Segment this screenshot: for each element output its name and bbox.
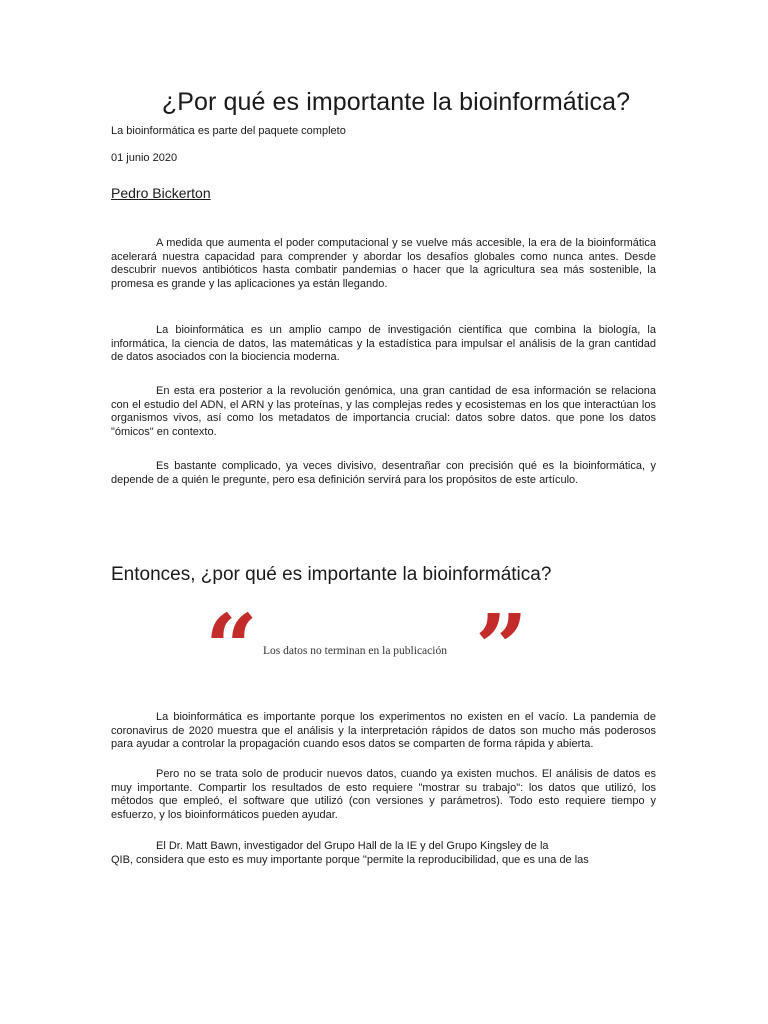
document-subtitle: La bioinformática es parte del paquete completo	[111, 125, 346, 137]
pull-quote	[205, 594, 545, 702]
author-name: Pedro Bickerton	[111, 185, 211, 201]
body-paragraph-2: La bioinformática es un amplio campo de investigación científica que combina la biología, la informática, la ciencia de datos, las matemáticas y la estadística para impulsar el análisis de la gran cantidad de datos asociados con la biociencia moderna.	[111, 324, 656, 364]
body-paragraph-7	[111, 840, 656, 867]
body-paragraph-3: En esta era posterior a la revolución genómica, una gran cantidad de esa información se relaciona con el estudio del ADN, el ARN y las proteínas, y las complejas redes y ecosistemas en los que interactúan los organismos vivos, así como los metadatos de importancia crucial: datos sobre datos. que pone los datos "ómicos" en contexto.	[111, 385, 656, 438]
body-paragraph-6: Pero no se trata solo de producir nuevos datos, cuando ya existen muchos. El análisis de datos es muy importante. Compartir los resultados de esto requiere "mostrar su trabajo": los datos que utilizó, los métodos que empleó, el software que utilizó (con versiones y parámetros). Todo esto requiere tiempo y esfuerzo, y los bioinformáticos pueden ayudar.	[111, 768, 656, 821]
body-paragraph-7-line-2: QIB, considera que esto es muy importante porque "permite la reproducibilidad, que es una de las	[111, 853, 589, 866]
body-paragraph-5: La bioinformática es importante porque los experimentos no existen en el vacío. La pandemia de coronavirus de 2020 muestra que el análisis y la interpretación rápidos de datos son mucho más poderosos para ayudar a controlar la propagación cuando esos datos se comparten de forma rápida y abierta.	[111, 711, 656, 751]
body-paragraph-1: A medida que aumenta el poder computacional y se vuelve más accesible, la era de la bioinformática acelerará nuestra capacidad para comprender y abordar los desafíos globales como nunca antes. Desde descubrir nuevos antibióticos hasta combatir pandemias o hacer que la agricultura sea más sostenible, la promesa es grande y las aplicaciones ya están llegando.	[111, 237, 656, 290]
open-quote-mark: “	[205, 594, 258, 702]
pull-quote-text: Los datos no terminan en la publicación	[263, 645, 447, 657]
publication-date: 01 junio 2020	[111, 152, 178, 164]
body-paragraph-7-line-1: El Dr. Matt Bawn, investigador del Grupo Hall de la IE y del Grupo Kingsley de la	[156, 840, 549, 852]
body-paragraph-4: Es bastante complicado, ya veces divisivo, desentrañar con precisión qué es la bioinformática, y depende de a quién le pregunte, pero esa definición servirá para los propósitos de este artículo.	[111, 460, 656, 486]
section-heading: Entonces, ¿por qué es importante la bioinformática?	[111, 564, 552, 585]
document-title: ¿Por qué es importante la bioinformática?	[161, 88, 631, 116]
close-quote-mark: ”	[475, 594, 528, 702]
